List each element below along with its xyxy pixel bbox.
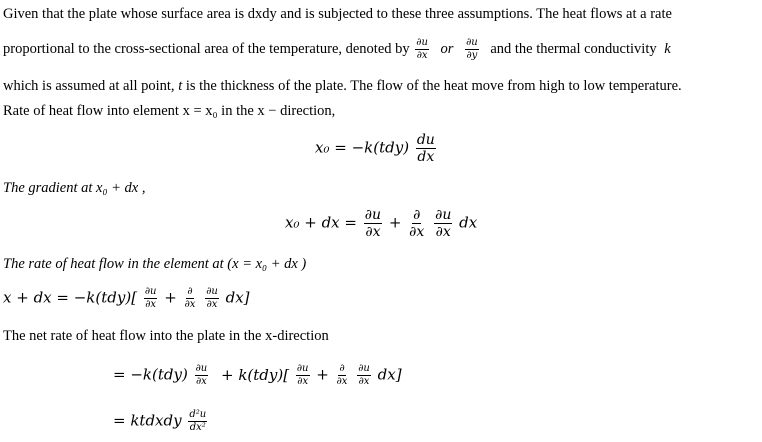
symbol-t: t: [178, 78, 183, 94]
eq3-tail: dx]: [225, 288, 250, 307]
eq4-tail: dx]: [377, 365, 402, 384]
eq4-fraction-2: $\frac{\partial u}{\partial x}$: [296, 363, 309, 387]
label-gradient: [3, 180, 146, 197]
equation-3: [3, 287, 250, 310]
eq2-fraction-2: $\frac{\partial}{\partial x}$: [409, 207, 425, 240]
equation-2: [285, 208, 477, 239]
paragraph-text-3a: which is assumed at all point,: [3, 78, 175, 94]
label-gradient-text: The gradient at x₀ + dx ,: [3, 180, 146, 196]
paragraph-text-1: Given that the plate whose surface area is dxdy and is subjected to these three assumptions. The heat flows at a rate: [3, 6, 672, 22]
equation-4: [113, 364, 402, 387]
symbol-k: k: [664, 40, 671, 57]
eq4-plus: +: [316, 365, 329, 384]
eq3-fraction-2: $\frac{\partial}{\partial x}$: [184, 286, 196, 310]
equation-5: [113, 410, 209, 433]
paragraph-text-2a: proportional to the cross-sectional area of the temperature, denoted by: [3, 40, 410, 57]
paragraph-text-4: Rate of heat flow into element x = x₀ in the x − direction,: [3, 103, 336, 119]
eq4-fraction-1: $\frac{\partial u}{\partial x}$: [195, 363, 208, 387]
paragraph-line-3: [3, 78, 682, 95]
eq2-plus: +: [388, 213, 402, 232]
paragraph-line-4: [3, 103, 335, 120]
label-net: [3, 328, 329, 345]
eq1-fraction: $\frac{du}{dx}$: [416, 132, 435, 165]
eq3-fraction-3: $\frac{\partial u}{\partial x}$: [206, 286, 218, 310]
eq2-lhs: x₀ + dx =: [285, 213, 357, 232]
or-word: or: [440, 40, 454, 57]
eq5-lhs: = ktdxdy: [113, 411, 182, 430]
eq3-lhs: x + dx = −k(tdy)[: [3, 288, 138, 307]
fraction-du-dx: $\frac{\partial u}{\partial x}$: [416, 37, 428, 61]
eq4-lhs: = −k(tdy): [113, 365, 188, 384]
paragraph-line-1: [3, 6, 672, 23]
eq2-tail: dx: [459, 213, 478, 232]
fraction-du-dy: $\frac{\partial u}{\partial y}$: [466, 37, 478, 61]
paragraph-text-3b: is the thickness of the plate. The flow of the heat move from high to low temperature.: [185, 78, 682, 94]
label-net-text: The net rate of heat flow into the plate in the x-direction: [3, 328, 329, 344]
eq4-mid: + k(tdy)[: [221, 365, 290, 384]
label-rate-text: The rate of heat flow in the element at (x = x₀ + dx ): [3, 256, 307, 272]
eq4-fraction-3: $\frac{\partial}{\partial x}$: [336, 363, 348, 387]
eq2-fraction-1: $\frac{\partial u}{\partial x}$: [364, 207, 382, 240]
paragraph-text-2b: and the thermal conductivity: [490, 40, 657, 57]
paragraph-line-2: [3, 38, 671, 61]
eq2-fraction-3: $\frac{\partial u}{\partial x}$: [435, 207, 452, 240]
eq4-fraction-4: $\frac{\partial u}{\partial x}$: [358, 363, 370, 387]
eq3-fraction-1: $\frac{\partial u}{\partial x}$: [144, 286, 157, 310]
equation-1: [315, 133, 438, 164]
eq1-lhs: x₀ = −k(tdy): [315, 138, 410, 157]
label-rate: [3, 256, 306, 273]
eq5-fraction: $\frac{\text{d²u}}{\text{dx²}}$: [189, 409, 207, 433]
eq3-plus: +: [164, 288, 177, 307]
